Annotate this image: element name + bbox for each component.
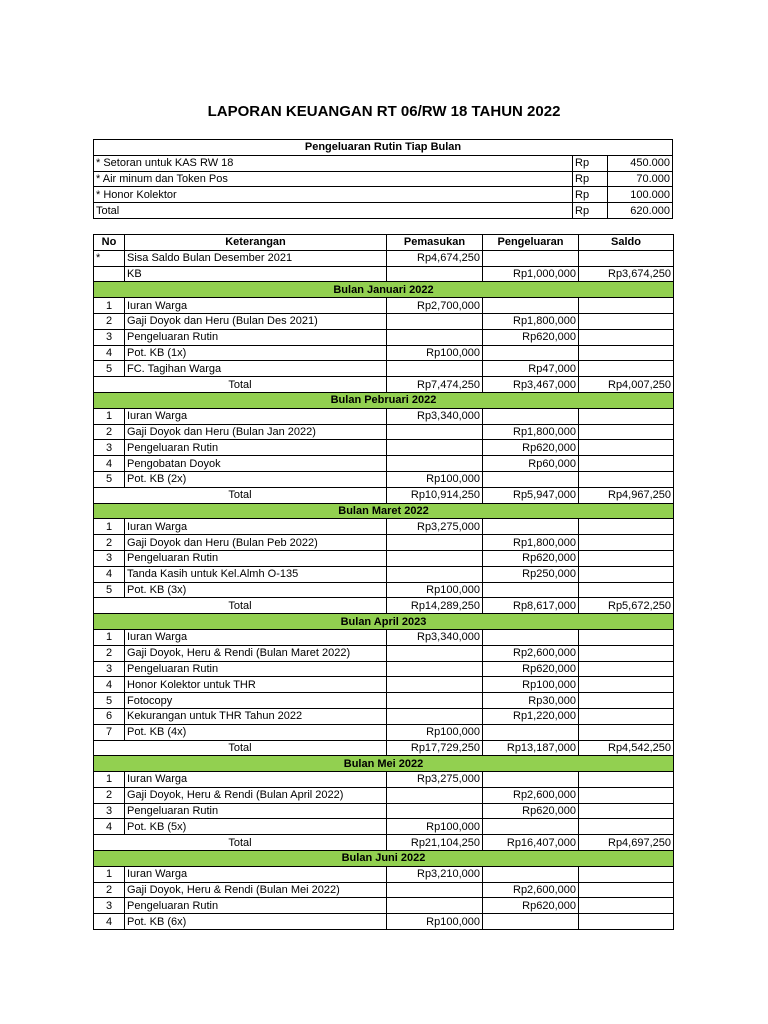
row-saldo bbox=[579, 677, 674, 693]
row-pemasukan bbox=[387, 645, 483, 661]
table-row bbox=[94, 550, 674, 566]
col-header-pengeluaran: Pengeluaran bbox=[483, 235, 579, 251]
row-no: 3 bbox=[94, 898, 125, 914]
row-no: 3 bbox=[94, 550, 125, 566]
row-keterangan: Pengeluaran Rutin bbox=[125, 898, 387, 914]
row-saldo bbox=[579, 693, 674, 709]
month-header-row bbox=[94, 756, 674, 772]
row-pengeluaran: Rp620,000 bbox=[483, 803, 579, 819]
row-pengeluaran bbox=[483, 629, 579, 645]
row-no: 4 bbox=[94, 456, 125, 472]
total-label: Total bbox=[94, 377, 387, 393]
total-pemasukan: Rp17,729,250 bbox=[387, 740, 483, 756]
row-no: 5 bbox=[94, 471, 125, 487]
row-saldo: Rp3,674,250 bbox=[579, 266, 674, 282]
row-saldo bbox=[579, 914, 674, 930]
routine-label: * Air minum dan Token Pos bbox=[94, 171, 573, 187]
month-header-row bbox=[94, 851, 674, 867]
row-keterangan: Pot. KB (6x) bbox=[125, 914, 387, 930]
total-pengeluaran: Rp16,407,000 bbox=[483, 835, 579, 851]
row-pengeluaran: Rp250,000 bbox=[483, 566, 579, 582]
col-header-pemasukan: Pemasukan bbox=[387, 235, 483, 251]
row-pemasukan: Rp100,000 bbox=[387, 914, 483, 930]
row-pemasukan: Rp3,340,000 bbox=[387, 408, 483, 424]
row-keterangan: FC. Tagihan Warga bbox=[125, 361, 387, 377]
row-saldo bbox=[579, 440, 674, 456]
month-header: Bulan Juni 2022 bbox=[94, 851, 674, 867]
routine-row bbox=[94, 171, 673, 187]
row-pengeluaran: Rp2,600,000 bbox=[483, 787, 579, 803]
row-pemasukan: Rp100,000 bbox=[387, 819, 483, 835]
month-header: Bulan Mei 2022 bbox=[94, 756, 674, 772]
row-keterangan: Pengeluaran Rutin bbox=[125, 550, 387, 566]
table-row bbox=[94, 456, 674, 472]
table-row bbox=[94, 424, 674, 440]
row-keterangan: Pengeluaran Rutin bbox=[125, 803, 387, 819]
row-pengeluaran: Rp620,000 bbox=[483, 440, 579, 456]
table-row bbox=[94, 661, 674, 677]
row-keterangan: Iuran Warga bbox=[125, 866, 387, 882]
row-pengeluaran: Rp2,600,000 bbox=[483, 882, 579, 898]
col-header-keterangan: Keterangan bbox=[125, 235, 387, 251]
row-no: 1 bbox=[94, 408, 125, 424]
row-keterangan: Pot. KB (5x) bbox=[125, 819, 387, 835]
row-pengeluaran: Rp620,000 bbox=[483, 898, 579, 914]
row-pengeluaran bbox=[483, 471, 579, 487]
row-pengeluaran bbox=[483, 298, 579, 314]
month-header-row bbox=[94, 392, 674, 408]
routine-expenses-table bbox=[93, 139, 673, 219]
row-saldo bbox=[579, 408, 674, 424]
row-keterangan: Pot. KB (2x) bbox=[125, 471, 387, 487]
row-saldo bbox=[579, 550, 674, 566]
row-pemasukan bbox=[387, 329, 483, 345]
table-row bbox=[94, 803, 674, 819]
row-pemasukan: Rp3,275,000 bbox=[387, 519, 483, 535]
row-saldo bbox=[579, 787, 674, 803]
routine-currency: Rp bbox=[573, 187, 608, 203]
total-saldo: Rp4,967,250 bbox=[579, 487, 674, 503]
row-saldo bbox=[579, 250, 674, 266]
row-pemasukan bbox=[387, 882, 483, 898]
row-keterangan: Pot. KB (4x) bbox=[125, 724, 387, 740]
row-saldo bbox=[579, 772, 674, 788]
routine-currency: Rp bbox=[573, 155, 608, 171]
row-pemasukan: Rp100,000 bbox=[387, 724, 483, 740]
row-keterangan: Sisa Saldo Bulan Desember 2021 bbox=[125, 250, 387, 266]
row-no: 2 bbox=[94, 787, 125, 803]
row-pengeluaran: Rp30,000 bbox=[483, 693, 579, 709]
row-keterangan: Pengeluaran Rutin bbox=[125, 440, 387, 456]
row-pengeluaran bbox=[483, 345, 579, 361]
row-pengeluaran bbox=[483, 724, 579, 740]
row-keterangan: Gaji Doyok dan Heru (Bulan Des 2021) bbox=[125, 313, 387, 329]
row-keterangan: Gaji Doyok, Heru & Rendi (Bulan Maret 2022) bbox=[125, 645, 387, 661]
month-header-row bbox=[94, 503, 674, 519]
table-row bbox=[94, 440, 674, 456]
table-row bbox=[94, 471, 674, 487]
row-pemasukan bbox=[387, 361, 483, 377]
total-pengeluaran: Rp5,947,000 bbox=[483, 487, 579, 503]
row-saldo bbox=[579, 803, 674, 819]
row-no: 3 bbox=[94, 803, 125, 819]
row-pengeluaran: Rp60,000 bbox=[483, 456, 579, 472]
row-saldo bbox=[579, 329, 674, 345]
row-pemasukan bbox=[387, 898, 483, 914]
total-pemasukan: Rp10,914,250 bbox=[387, 487, 483, 503]
total-saldo: Rp5,672,250 bbox=[579, 598, 674, 614]
row-no: 1 bbox=[94, 629, 125, 645]
table-row bbox=[94, 519, 674, 535]
row-no: 5 bbox=[94, 361, 125, 377]
row-pemasukan: Rp100,000 bbox=[387, 471, 483, 487]
row-no: 1 bbox=[94, 866, 125, 882]
table-row bbox=[94, 329, 674, 345]
row-pemasukan bbox=[387, 708, 483, 724]
row-keterangan: Pengeluaran Rutin bbox=[125, 661, 387, 677]
row-keterangan: Gaji Doyok dan Heru (Bulan Jan 2022) bbox=[125, 424, 387, 440]
row-saldo bbox=[579, 882, 674, 898]
row-no: 3 bbox=[94, 661, 125, 677]
routine-currency: Rp bbox=[573, 203, 608, 219]
total-saldo: Rp4,697,250 bbox=[579, 835, 674, 851]
row-no: 2 bbox=[94, 535, 125, 551]
row-saldo bbox=[579, 566, 674, 582]
row-pengeluaran bbox=[483, 250, 579, 266]
row-pengeluaran: Rp47,000 bbox=[483, 361, 579, 377]
row-keterangan: Gaji Doyok dan Heru (Bulan Peb 2022) bbox=[125, 535, 387, 551]
row-no: 4 bbox=[94, 819, 125, 835]
table-row bbox=[94, 882, 674, 898]
row-no: 7 bbox=[94, 724, 125, 740]
row-pemasukan bbox=[387, 693, 483, 709]
table-row bbox=[94, 898, 674, 914]
row-no: 4 bbox=[94, 677, 125, 693]
total-row bbox=[94, 598, 674, 614]
routine-header-row bbox=[94, 140, 673, 156]
ledger-header-row bbox=[94, 235, 674, 251]
row-no: 2 bbox=[94, 424, 125, 440]
row-pengeluaran bbox=[483, 914, 579, 930]
row-pemasukan bbox=[387, 550, 483, 566]
ledger-rows bbox=[94, 250, 674, 929]
row-saldo bbox=[579, 819, 674, 835]
month-header: Bulan Pebruari 2022 bbox=[94, 392, 674, 408]
month-header: Bulan Januari 2022 bbox=[94, 282, 674, 298]
total-pemasukan: Rp14,289,250 bbox=[387, 598, 483, 614]
month-header: Bulan April 2023 bbox=[94, 614, 674, 630]
row-keterangan: Pengeluaran Rutin bbox=[125, 329, 387, 345]
row-no: 2 bbox=[94, 882, 125, 898]
row-pemasukan bbox=[387, 677, 483, 693]
row-pengeluaran bbox=[483, 408, 579, 424]
total-pemasukan: Rp7,474,250 bbox=[387, 377, 483, 393]
row-pengeluaran: Rp1,220,000 bbox=[483, 708, 579, 724]
routine-amount: 100.000 bbox=[608, 187, 673, 203]
row-pemasukan: Rp100,000 bbox=[387, 345, 483, 361]
row-keterangan: Iuran Warga bbox=[125, 519, 387, 535]
row-keterangan: Iuran Warga bbox=[125, 772, 387, 788]
ledger-table bbox=[93, 234, 674, 930]
row-saldo bbox=[579, 535, 674, 551]
table-row bbox=[94, 914, 674, 930]
row-pemasukan bbox=[387, 535, 483, 551]
total-pengeluaran: Rp3,467,000 bbox=[483, 377, 579, 393]
table-row bbox=[94, 566, 674, 582]
report-title: LAPORAN KEUANGAN RT 06/RW 18 TAHUN 2022 bbox=[207, 103, 561, 120]
row-keterangan: KB bbox=[125, 266, 387, 282]
row-keterangan: Iuran Warga bbox=[125, 298, 387, 314]
table-row bbox=[94, 645, 674, 661]
row-no: 4 bbox=[94, 566, 125, 582]
routine-row bbox=[94, 187, 673, 203]
total-label: Total bbox=[94, 740, 387, 756]
row-pengeluaran: Rp1,800,000 bbox=[483, 313, 579, 329]
row-saldo bbox=[579, 313, 674, 329]
month-header: Bulan Maret 2022 bbox=[94, 503, 674, 519]
row-pengeluaran bbox=[483, 819, 579, 835]
routine-label: Total bbox=[94, 203, 573, 219]
row-no: 2 bbox=[94, 645, 125, 661]
row-pemasukan: Rp2,700,000 bbox=[387, 298, 483, 314]
row-pengeluaran: Rp1,800,000 bbox=[483, 424, 579, 440]
row-pemasukan: Rp3,275,000 bbox=[387, 772, 483, 788]
routine-row bbox=[94, 155, 673, 171]
row-pemasukan bbox=[387, 424, 483, 440]
row-saldo bbox=[579, 629, 674, 645]
row-pengeluaran bbox=[483, 582, 579, 598]
month-header-row bbox=[94, 614, 674, 630]
table-row bbox=[94, 250, 674, 266]
row-no: 3 bbox=[94, 329, 125, 345]
row-pemasukan bbox=[387, 566, 483, 582]
total-saldo: Rp4,542,250 bbox=[579, 740, 674, 756]
row-keterangan: Kekurangan untuk THR Tahun 2022 bbox=[125, 708, 387, 724]
row-pemasukan: Rp3,340,000 bbox=[387, 629, 483, 645]
row-keterangan: Honor Kolektor untuk THR bbox=[125, 677, 387, 693]
col-header-no: No bbox=[94, 235, 125, 251]
row-no: 5 bbox=[94, 693, 125, 709]
row-no: 1 bbox=[94, 519, 125, 535]
table-row bbox=[94, 629, 674, 645]
total-row bbox=[94, 377, 674, 393]
row-saldo bbox=[579, 724, 674, 740]
total-label: Total bbox=[94, 835, 387, 851]
row-saldo bbox=[579, 866, 674, 882]
row-pemasukan bbox=[387, 313, 483, 329]
routine-label: * Setoran untuk KAS RW 18 bbox=[94, 155, 573, 171]
table-row bbox=[94, 266, 674, 282]
row-pengeluaran: Rp620,000 bbox=[483, 329, 579, 345]
row-pemasukan bbox=[387, 787, 483, 803]
total-pengeluaran: Rp8,617,000 bbox=[483, 598, 579, 614]
table-row bbox=[94, 298, 674, 314]
row-pemasukan bbox=[387, 803, 483, 819]
row-keterangan: Pengobatan Doyok bbox=[125, 456, 387, 472]
total-label: Total bbox=[94, 487, 387, 503]
row-keterangan: Pot. KB (3x) bbox=[125, 582, 387, 598]
routine-row bbox=[94, 203, 673, 219]
total-saldo: Rp4,007,250 bbox=[579, 377, 674, 393]
row-pengeluaran bbox=[483, 519, 579, 535]
row-pemasukan bbox=[387, 456, 483, 472]
row-pengeluaran: Rp620,000 bbox=[483, 550, 579, 566]
row-saldo bbox=[579, 708, 674, 724]
total-row bbox=[94, 740, 674, 756]
table-row bbox=[94, 708, 674, 724]
row-pengeluaran: Rp1,000,000 bbox=[483, 266, 579, 282]
table-row bbox=[94, 582, 674, 598]
row-keterangan: Iuran Warga bbox=[125, 408, 387, 424]
row-pengeluaran: Rp1,800,000 bbox=[483, 535, 579, 551]
row-no: 6 bbox=[94, 708, 125, 724]
row-pengeluaran: Rp100,000 bbox=[483, 677, 579, 693]
row-saldo bbox=[579, 645, 674, 661]
row-pemasukan bbox=[387, 661, 483, 677]
total-pengeluaran: Rp13,187,000 bbox=[483, 740, 579, 756]
row-no: 4 bbox=[94, 345, 125, 361]
total-row bbox=[94, 487, 674, 503]
table-row bbox=[94, 787, 674, 803]
row-no: 4 bbox=[94, 914, 125, 930]
row-no: 1 bbox=[94, 298, 125, 314]
row-saldo bbox=[579, 361, 674, 377]
row-saldo bbox=[579, 661, 674, 677]
table-row bbox=[94, 819, 674, 835]
table-row bbox=[94, 693, 674, 709]
table-row bbox=[94, 313, 674, 329]
routine-header: Pengeluaran Rutin Tiap Bulan bbox=[94, 140, 673, 156]
row-keterangan: Iuran Warga bbox=[125, 629, 387, 645]
routine-currency: Rp bbox=[573, 171, 608, 187]
table-row bbox=[94, 772, 674, 788]
table-row bbox=[94, 345, 674, 361]
row-saldo bbox=[579, 298, 674, 314]
row-saldo bbox=[579, 345, 674, 361]
routine-amount: 450.000 bbox=[608, 155, 673, 171]
col-header-saldo: Saldo bbox=[579, 235, 674, 251]
row-keterangan: Fotocopy bbox=[125, 693, 387, 709]
row-saldo bbox=[579, 519, 674, 535]
row-pengeluaran bbox=[483, 866, 579, 882]
row-no bbox=[94, 266, 125, 282]
row-saldo bbox=[579, 582, 674, 598]
row-pemasukan: Rp4,674,250 bbox=[387, 250, 483, 266]
row-no: 2 bbox=[94, 313, 125, 329]
row-pemasukan: Rp3,210,000 bbox=[387, 866, 483, 882]
row-pengeluaran bbox=[483, 772, 579, 788]
table-row bbox=[94, 408, 674, 424]
routine-amount: 620.000 bbox=[608, 203, 673, 219]
row-no: 3 bbox=[94, 440, 125, 456]
row-no: * bbox=[94, 250, 125, 266]
row-no: 1 bbox=[94, 772, 125, 788]
row-pemasukan: Rp100,000 bbox=[387, 582, 483, 598]
total-label: Total bbox=[94, 598, 387, 614]
table-row bbox=[94, 535, 674, 551]
row-saldo bbox=[579, 471, 674, 487]
table-row bbox=[94, 361, 674, 377]
row-saldo bbox=[579, 898, 674, 914]
table-row bbox=[94, 866, 674, 882]
row-pengeluaran: Rp620,000 bbox=[483, 661, 579, 677]
total-pemasukan: Rp21,104,250 bbox=[387, 835, 483, 851]
table-row bbox=[94, 677, 674, 693]
month-header-row bbox=[94, 282, 674, 298]
row-saldo bbox=[579, 424, 674, 440]
row-pengeluaran: Rp2,600,000 bbox=[483, 645, 579, 661]
row-pemasukan bbox=[387, 440, 483, 456]
total-row bbox=[94, 835, 674, 851]
row-no: 5 bbox=[94, 582, 125, 598]
routine-amount: 70.000 bbox=[608, 171, 673, 187]
row-keterangan: Gaji Doyok, Heru & Rendi (Bulan Mei 2022) bbox=[125, 882, 387, 898]
row-keterangan: Tanda Kasih untuk Kel.Almh O-135 bbox=[125, 566, 387, 582]
row-keterangan: Pot. KB (1x) bbox=[125, 345, 387, 361]
row-keterangan: Gaji Doyok, Heru & Rendi (Bulan April 2022) bbox=[125, 787, 387, 803]
table-row bbox=[94, 724, 674, 740]
routine-label: * Honor Kolektor bbox=[94, 187, 573, 203]
row-saldo bbox=[579, 456, 674, 472]
routine-rows bbox=[94, 155, 673, 218]
row-pemasukan bbox=[387, 266, 483, 282]
